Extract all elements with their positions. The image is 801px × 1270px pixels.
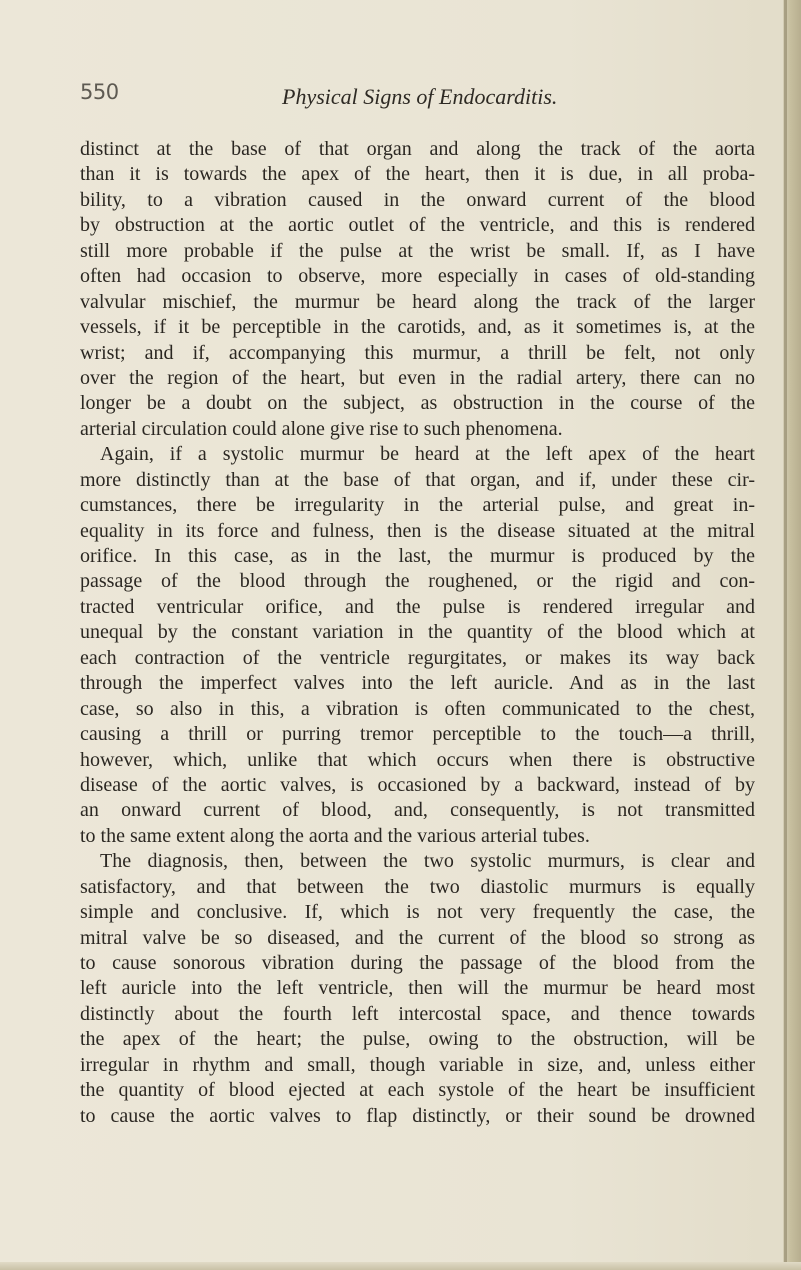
text-line: over the region of the heart, but even in the radial artery, there can no: [80, 366, 755, 389]
text-line: the apex of the heart; the pulse, owing to the obstruction, will be: [80, 1028, 755, 1051]
text-line: through the imperfect valves into the left auricle. And as in the last: [80, 672, 755, 695]
text-line: causing a thrill or purring tremor perceptible to the touch—a thrill,: [80, 723, 755, 746]
text-line: bility, to a vibration caused in the onward current of the blood: [80, 188, 755, 211]
text-line: tracted ventricular orifice, and the pulse is rendered irregular and: [80, 595, 755, 618]
text-line: satisfactory, and that between the two diastolic murmurs is equally: [80, 875, 755, 898]
text-line: each contraction of the ventricle regurgitates, or makes its way back: [80, 646, 755, 669]
page-header: [80, 80, 770, 114]
text-line: an onward current of blood, and, consequently, is not transmitted: [80, 799, 755, 822]
text-line: arterial circulation could alone give rise to such phenomena.: [80, 417, 563, 440]
text-line: wrist; and if, accompanying this murmur, a thrill be felt, not only: [80, 341, 755, 364]
text-line: distinctly about the fourth left intercostal space, and thence towards: [80, 1002, 755, 1025]
text-line: cumstances, there be irregularity in the arterial pulse, and great in-: [80, 494, 755, 517]
text-line: however, which, unlike that which occurs when there is obstructive: [80, 748, 755, 771]
page-edge-shadow: [784, 0, 787, 1270]
text-line: Again, if a systolic murmur be heard at the left apex of the heart: [100, 443, 755, 466]
text-line: equality in its force and fulness, then is the disease situated at the mitral: [80, 519, 755, 542]
text-line: longer be a doubt on the subject, as obstruction in the course of the: [80, 392, 755, 415]
body-text: [80, 137, 755, 1129]
text-line: valvular mischief, the murmur be heard along the track of the larger: [80, 290, 755, 313]
text-line: to cause the aortic valves to flap distinctly, or their sound be drowned: [80, 1104, 755, 1127]
text-line: unequal by the constant variation in the quantity of the blood which at: [80, 621, 755, 644]
text-line: case, so also in this, a vibration is often communicated to the chest,: [80, 697, 755, 720]
text-line: disease of the aortic valves, is occasioned by a backward, instead of by: [80, 773, 755, 796]
text-line: often had occasion to observe, more especially in cases of old-standing: [80, 265, 755, 288]
text-line: passage of the blood through the roughened, or the rigid and con-: [80, 570, 755, 593]
text-line: mitral valve be so diseased, and the current of the blood so strong as: [80, 926, 755, 949]
text-line: than it is towards the apex of the heart, then it is due, in all proba-: [80, 163, 755, 186]
text-line: distinct at the base of that organ and along the track of the aorta: [80, 138, 755, 160]
page-number: 550: [80, 80, 119, 104]
running-head: Physical Signs of Endocarditis.: [282, 84, 558, 109]
text-line: vessels, if it be perceptible in the carotids, and, as it sometimes is, at the: [80, 316, 755, 339]
text-line: The diagnosis, then, between the two systolic murmurs, is clear and: [100, 850, 755, 873]
text-line: orifice. In this case, as in the last, the murmur is produced by the: [80, 545, 755, 567]
text-line: the quantity of blood ejected at each systole of the heart be insufficient: [80, 1079, 755, 1102]
text-line: still more probable if the pulse at the wrist be small. If, as I have: [80, 239, 755, 262]
text-line: by obstruction at the aortic outlet of the ventricle, and this is rendered: [80, 214, 755, 237]
text-line: simple and conclusive. If, which is not very frequently the case, the: [80, 901, 755, 924]
text-line: to cause sonorous vibration during the passage of the blood from the: [80, 952, 755, 974]
text-line: to the same extent along the aorta and the various arterial tubes.: [80, 824, 590, 847]
text-line: irregular in rhythm and small, though variable in size, and, unless either: [80, 1053, 755, 1076]
text-line: left auricle into the left ventricle, then will the murmur be heard most: [80, 977, 755, 1000]
text-line: more distinctly than at the base of that organ, and if, under these cir-: [80, 468, 755, 491]
page-bottom-edge: [0, 1262, 801, 1270]
